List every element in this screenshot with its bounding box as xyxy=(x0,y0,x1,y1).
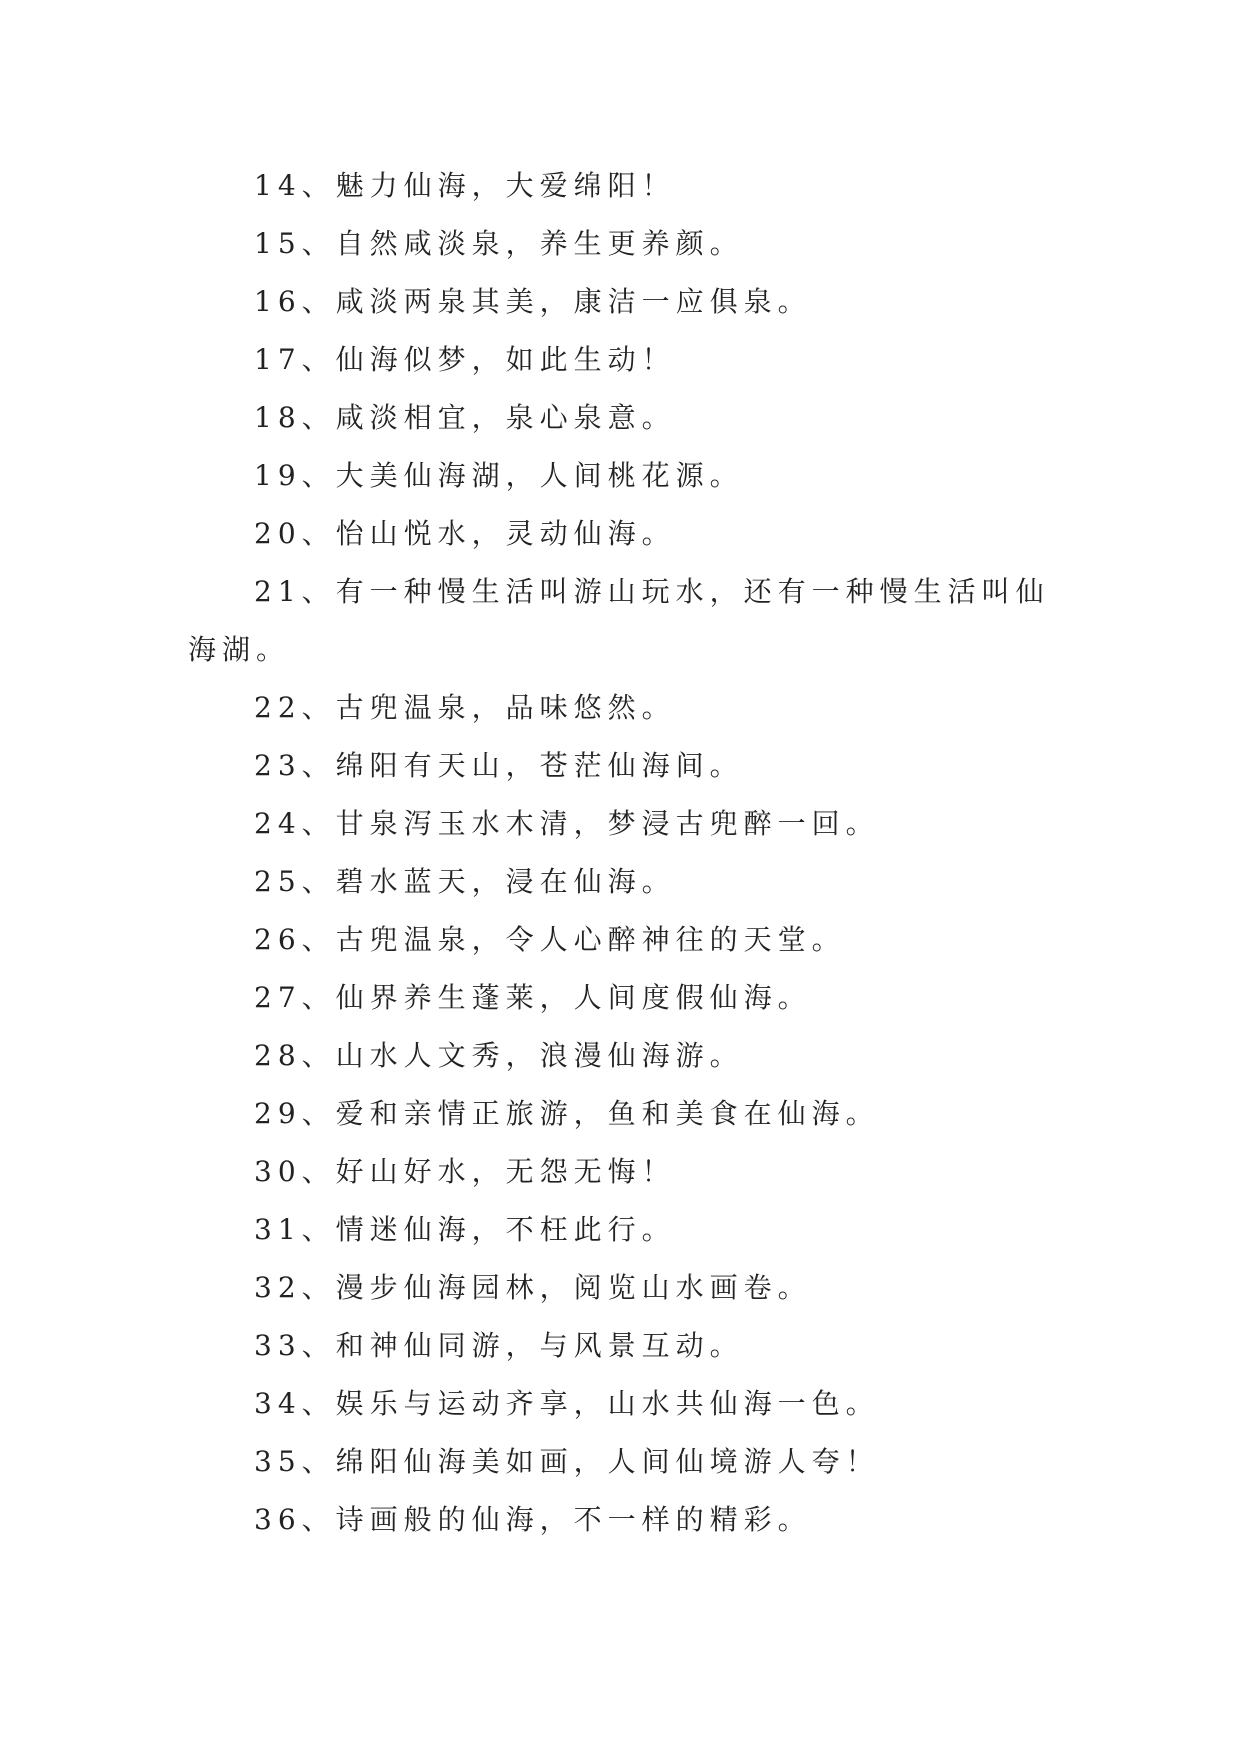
list-item: 15、自然咸淡泉，养生更养颜。 xyxy=(254,227,744,260)
list-item: 21、有一种慢生活叫游山玩水，还有一种慢生活叫仙海湖。 xyxy=(188,575,1050,666)
list-item: 32、漫步仙海园林，阅览山水画卷。 xyxy=(254,1271,812,1304)
list-item: 22、古兜温泉，品味悠然。 xyxy=(254,691,676,724)
list-item: 27、仙界养生蓬莱，人间度假仙海。 xyxy=(254,981,812,1014)
list-item: 26、古兜温泉，令人心醉神往的天堂。 xyxy=(254,923,846,956)
list-item: 24、甘泉泻玉水木清，梦浸古兜醉一回。 xyxy=(254,807,880,840)
slogan-list xyxy=(188,157,1068,1549)
list-item: 28、山水人文秀，浪漫仙海游。 xyxy=(254,1039,744,1072)
list-item: 14、魅力仙海，大爱绵阳！ xyxy=(254,169,676,202)
list-item: 25、碧水蓝天，浸在仙海。 xyxy=(254,865,676,898)
list-item: 34、娱乐与运动齐享，山水共仙海一色。 xyxy=(254,1387,880,1420)
list-item: 29、爱和亲情正旅游，鱼和美食在仙海。 xyxy=(254,1097,880,1130)
list-item: 33、和神仙同游，与风景互动。 xyxy=(254,1329,744,1362)
list-item: 19、大美仙海湖，人间桃花源。 xyxy=(254,459,744,492)
list-item: 36、诗画般的仙海，不一样的精彩。 xyxy=(254,1503,812,1536)
list-item: 16、咸淡两泉其美，康洁一应俱泉。 xyxy=(254,285,812,318)
list-item: 17、仙海似梦，如此生动！ xyxy=(254,343,676,376)
list-item: 18、咸淡相宜，泉心泉意。 xyxy=(254,401,676,434)
list-item: 35、绵阳仙海美如画，人间仙境游人夸！ xyxy=(254,1445,880,1478)
list-item: 31、情迷仙海，不枉此行。 xyxy=(254,1213,676,1246)
list-item: 23、绵阳有天山，苍茫仙海间。 xyxy=(254,749,744,782)
list-item: 20、怡山悦水，灵动仙海。 xyxy=(254,517,676,550)
list-item: 30、好山好水，无怨无悔！ xyxy=(254,1155,676,1188)
